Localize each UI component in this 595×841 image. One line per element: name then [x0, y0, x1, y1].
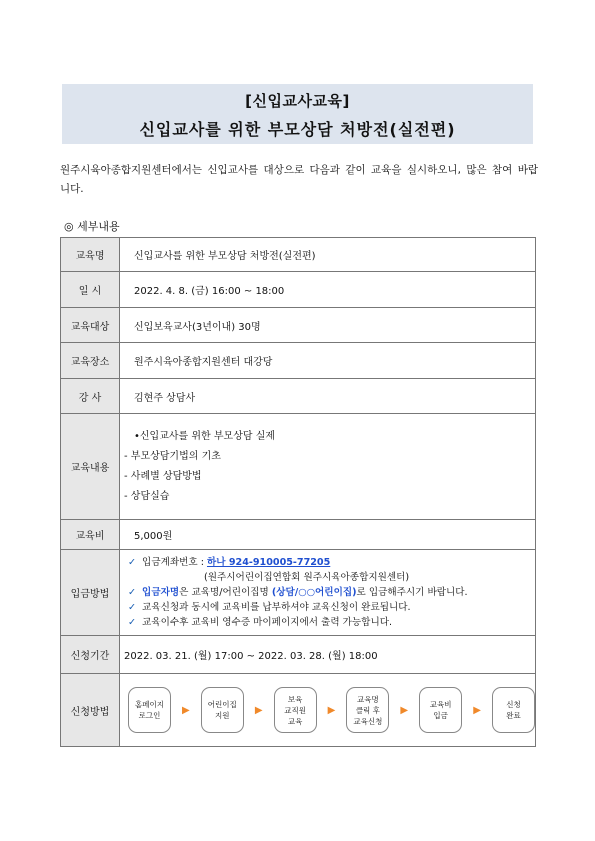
value-fee: 5,000원: [120, 520, 536, 550]
row-payment: [61, 550, 536, 636]
step-daycare-support: 어린이집 지원: [201, 687, 244, 733]
intro-paragraph: 원주시육아종합지원센터에서는 신입교사를 대상으로 다음과 같이 교육을 실시하오니, 많은 참여 바랍니다.: [60, 164, 538, 195]
account-number: 하나 924-910005-77205: [206, 557, 331, 568]
label-content: 교육내용: [61, 414, 120, 520]
arrow-icon: ▶: [400, 704, 409, 716]
account-prefix: 입금계좌번호 :: [142, 557, 207, 568]
note-2-text: 교육이수후 교육비 영수증 마이페이지에서 출력 가능합니다.: [142, 617, 393, 628]
content-item: - 상담실습: [124, 490, 170, 502]
check-icon: ✓: [128, 617, 137, 628]
title-banner: [62, 84, 533, 144]
label-date: 일 시: [61, 272, 120, 308]
details-table: [60, 237, 536, 747]
value-place: 원주시육아종합지원센터 대강당: [120, 343, 536, 379]
step-staff-education: 보육 교직원 교육: [274, 687, 317, 733]
step-complete: 신청 완료: [492, 687, 535, 733]
note-1-text: 교육신청과 동시에 교육비를 납부하셔야 교육신청이 완료됩니다.: [142, 602, 411, 613]
row-course-name: [61, 238, 536, 272]
step-homepage-login: 홈페이지 로그인: [128, 687, 171, 733]
row-fee: [61, 520, 536, 550]
row-content: [61, 414, 536, 520]
account-holder: (원주시어린이집연합회 원주시육아종합지원센터): [204, 572, 410, 583]
value-content: [120, 414, 536, 520]
content-item: - 부모상담기법의 기초: [124, 450, 221, 462]
label-place: 교육장소: [61, 343, 120, 379]
step-fee-payment: 교육비 입금: [419, 687, 462, 733]
arrow-icon: ▶: [473, 704, 481, 716]
content-item: •신입교사를 위한 부모상담 실제: [134, 430, 276, 442]
check-icon: ✓: [128, 557, 137, 568]
payment-note-1: [128, 600, 535, 615]
step-course-apply: 교육명 클릭 후 교육신청: [346, 687, 389, 733]
title-line-2: 신입교사를 위한 부모상담 처방전(실전편): [139, 120, 456, 139]
section-heading: ◎ 세부내용: [64, 220, 120, 233]
row-target: [61, 308, 536, 343]
arrow-icon: ▶: [182, 704, 190, 716]
depositor-example: (상담/○○어린이집): [271, 587, 357, 598]
value-method: [120, 674, 536, 747]
row-period: [61, 636, 536, 674]
arrow-icon: ▶: [327, 704, 336, 716]
value-period: 2022. 03. 21. (월) 17:00 ~ 2022. 03. 28. (월) 18:00: [120, 636, 536, 674]
label-fee: 교육비: [61, 520, 120, 550]
depositor-end: 로 입금해주시기 바랍니다.: [356, 587, 468, 598]
value-target: 신입보육교사(3년이내) 30명: [120, 308, 536, 343]
value-date: 2022. 4. 8. (금) 16:00 ~ 18:00: [120, 272, 536, 308]
row-date: [61, 272, 536, 308]
label-target: 교육대상: [61, 308, 120, 343]
depositor-label: 입금자명: [142, 587, 180, 598]
title-line-1: [신입교사교육]: [245, 92, 350, 110]
content-list: [124, 427, 535, 507]
label-payment: 입금방법: [61, 550, 120, 636]
row-place: [61, 343, 536, 379]
value-payment: [120, 550, 536, 636]
application-flow: [120, 687, 535, 733]
label-course-name: 교육명: [61, 238, 120, 272]
payment-note-2: [128, 615, 535, 630]
row-method: [61, 674, 536, 747]
arrow-icon: ▶: [254, 704, 263, 716]
content-item: - 사례별 상담방법: [124, 470, 202, 482]
row-lecturer: [61, 379, 536, 414]
payment-depositor-line: [128, 585, 535, 600]
check-icon: ✓: [128, 587, 137, 598]
label-period: 신청기간: [61, 636, 120, 674]
check-icon: ✓: [128, 602, 137, 613]
label-lecturer: 강 사: [61, 379, 120, 414]
depositor-mid: 은 교육명/어린이집명: [179, 587, 272, 598]
payment-account-line: [128, 555, 535, 570]
value-lecturer: 김현주 상담사: [120, 379, 536, 414]
value-course-name: 신입교사를 위한 부모상담 처방전(실전편): [120, 238, 536, 272]
label-method: 신청방법: [61, 674, 120, 747]
